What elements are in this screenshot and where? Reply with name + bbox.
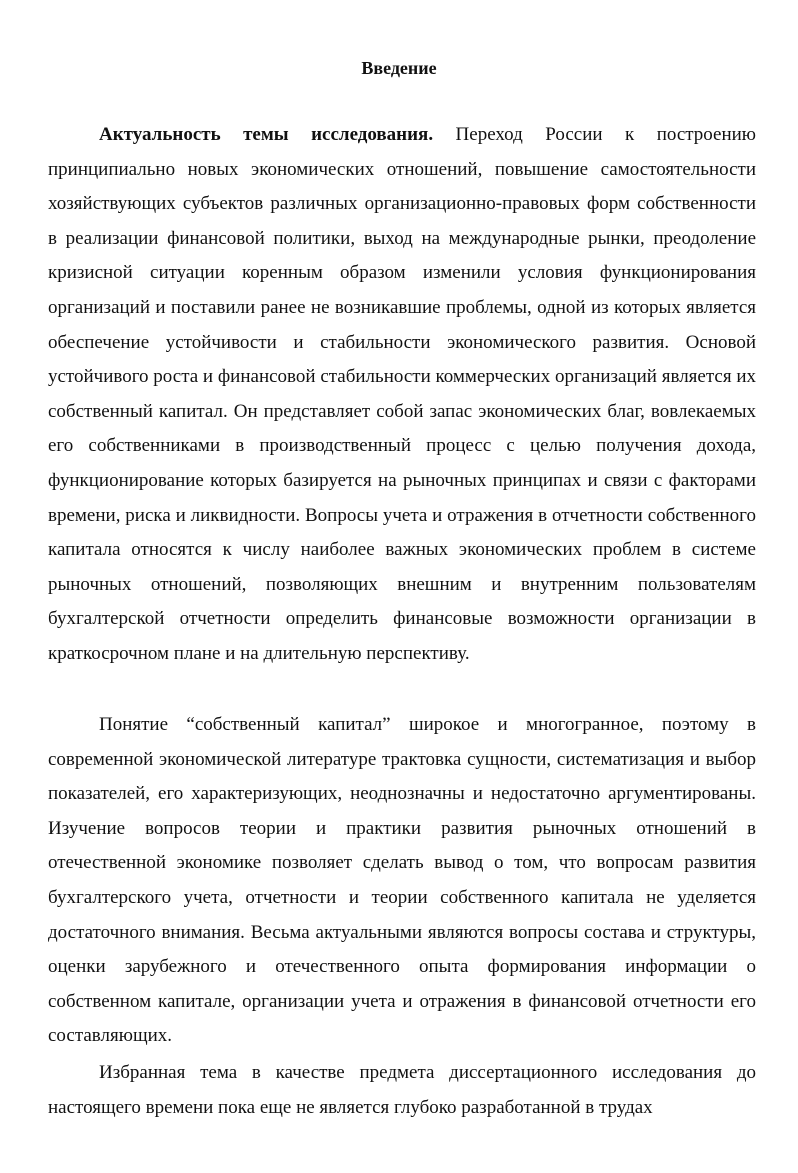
paragraph-3: Избранная тема в качестве предмета диссертационного исследования до настоящего времени пока еще не является глубоко разработанной в трудах: [48, 1062, 756, 1118]
page-title: Введение: [361, 58, 437, 78]
paragraph-1-text: Переход России к построению принципиально новых экономических отношений, повышение самостоятельности хозяйствующих субъектов различных организационно-правовых форм собственности в реализации финансовой политики, выход на международные рынки, преодоление кризисной ситуации коренным образом изменили условия функционирования организаций и поставили ранее не возникавшие проблемы, одной из которых является обеспечение устойчивости и стабильности экономического развития. Основой устойчивого роста и финансовой стабильности коммерческих организаций является их собственный капитал. Он представляет собой запас экономических благ, вовлекаемых его собственниками в производственный процесс с целью получения дохода, функционирование которых базируется на рыночных принципах и связи с факторами времени, риска и ликвидности. Вопросы учета и отражения в отчетности собственного капитала относятся к числу наиболее важных экономических проблем в системе рыночных отношений, позволяющих внешним и внутренним пользователям бухгалтерской отчетности определить финансовые возможности организации в краткосрочном плане и на длительную перспективу.: [48, 124, 756, 664]
paragraph-1-lead: Актуальность темы исследования.: [99, 124, 434, 145]
paragraph-relevance: [48, 118, 756, 672]
paragraph-2: Понятие “собственный капитал” широкое и многогранное, поэтому в современной экономической литературе трактовка сущности, систематизация и выбор показателей, его характеризующих, неоднозначны и недостаточно аргументированы. Изучение вопросов теории и практики развития рыночных отношений в отечественной экономике позволяет сделать вывод о том, что вопросам развития бухгалтерского учета, отчетности и теории собственного капитала не уделяется достаточного внимания. Весьма актуальными являются вопросы состава и структуры, оценки зарубежного и отечественного опыта формирования информации о собственном капитале, организации учета и отражения в финансовой отчетности его составляющих.: [48, 714, 756, 1047]
paragraph-concept: [48, 708, 756, 1054]
paragraph-topic: [48, 1056, 756, 1125]
paragraph-1: [48, 118, 756, 672]
